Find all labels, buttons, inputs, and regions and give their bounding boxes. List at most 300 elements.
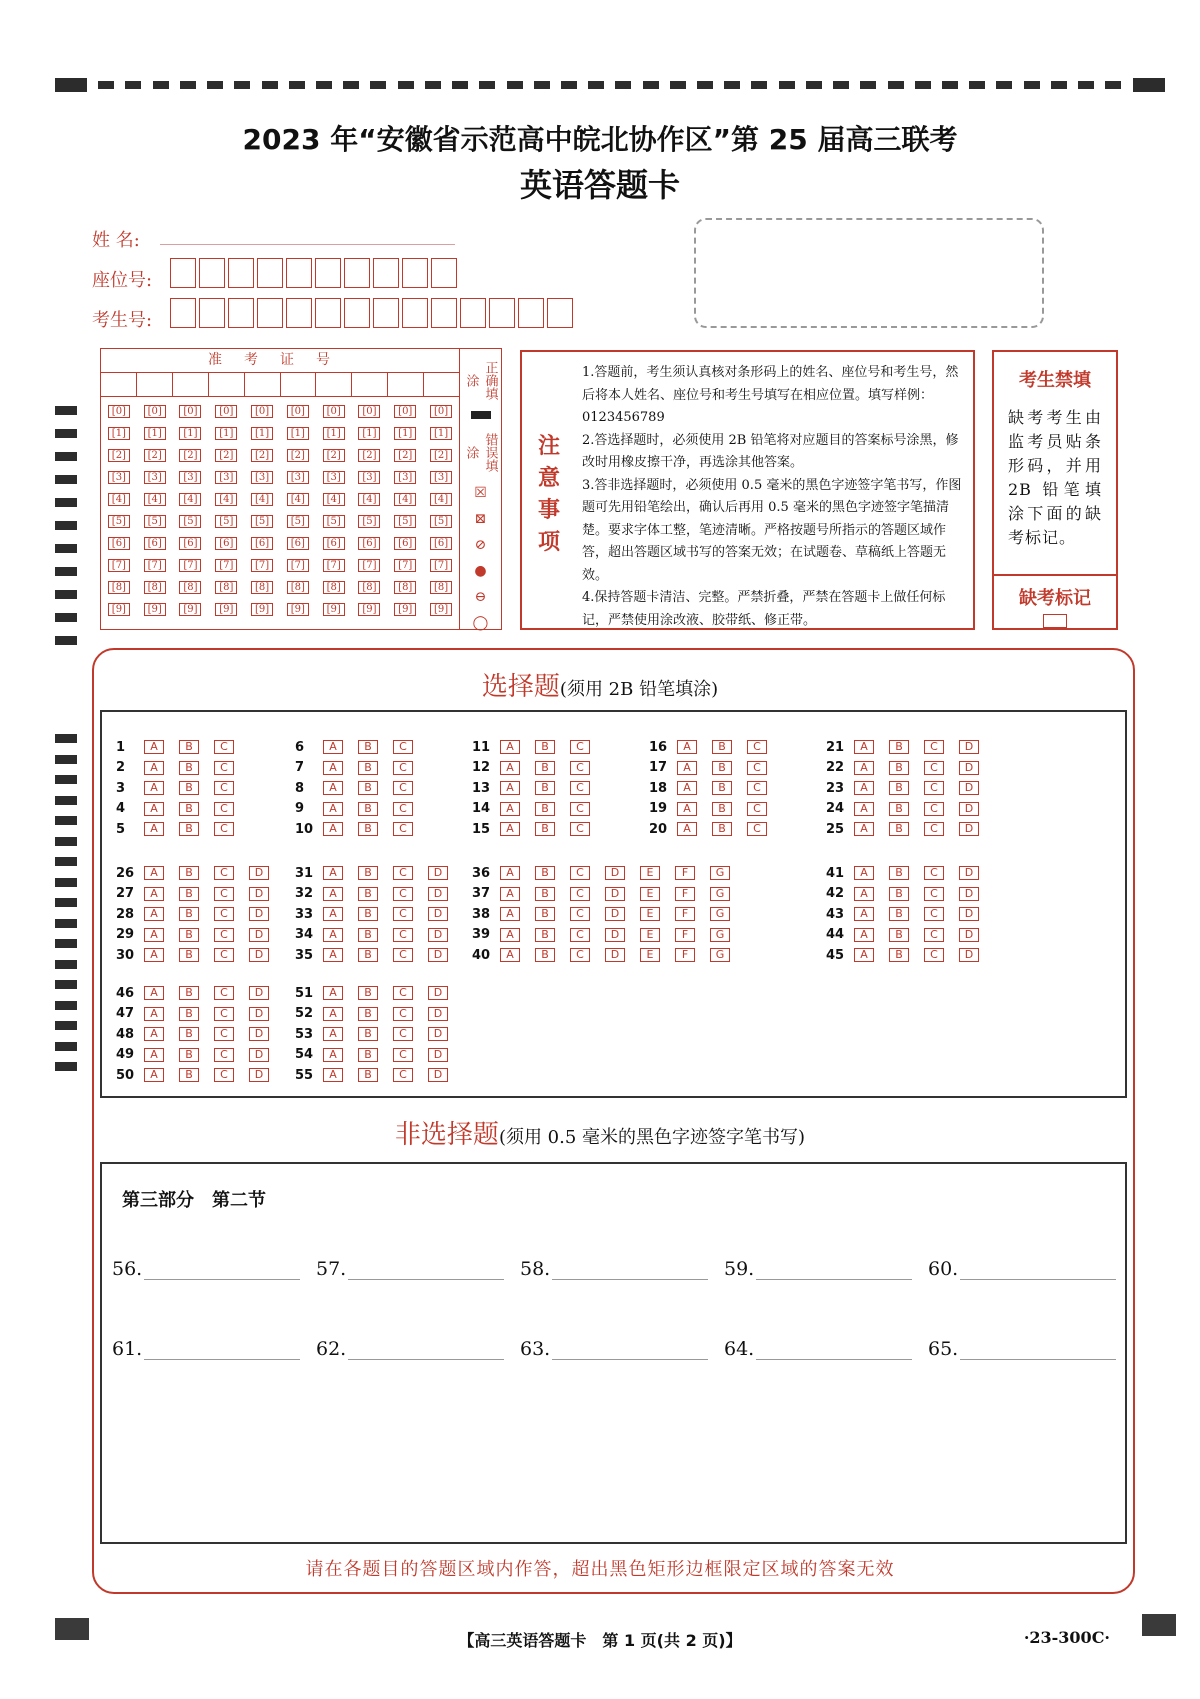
- digit-bubble[interactable]: [9]: [108, 603, 130, 616]
- option-bubble-c[interactable]: C: [924, 928, 944, 942]
- fill-in-blank[interactable]: [928, 1258, 1116, 1280]
- option-bubble-b[interactable]: B: [358, 948, 378, 962]
- option-bubble-e[interactable]: E: [640, 948, 660, 962]
- fill-in-blank[interactable]: [112, 1258, 300, 1280]
- option-bubble-a[interactable]: A: [144, 781, 164, 795]
- digit-bubble[interactable]: [5]: [179, 515, 201, 528]
- fill-in-blank[interactable]: [520, 1258, 708, 1280]
- exam-number-write-cells[interactable]: [101, 373, 459, 397]
- option-bubble-d[interactable]: D: [959, 822, 979, 836]
- option-bubble-a[interactable]: A: [854, 887, 874, 901]
- option-bubble-b[interactable]: B: [712, 822, 732, 836]
- digit-bubble[interactable]: [6]: [287, 537, 309, 550]
- option-bubble-c[interactable]: C: [214, 802, 234, 816]
- option-bubble-f[interactable]: F: [675, 887, 695, 901]
- digit-bubble[interactable]: [2]: [323, 449, 345, 462]
- option-bubble-a[interactable]: A: [323, 822, 343, 836]
- option-bubble-d[interactable]: D: [428, 1027, 448, 1041]
- id-digit-box[interactable]: [460, 298, 486, 328]
- option-bubble-c[interactable]: C: [393, 781, 413, 795]
- digit-bubble[interactable]: [4]: [251, 493, 273, 506]
- digit-bubble[interactable]: [8]: [323, 581, 345, 594]
- digit-bubble[interactable]: [7]: [108, 559, 130, 572]
- digit-bubble[interactable]: [8]: [144, 581, 166, 594]
- option-bubble-b[interactable]: B: [179, 907, 199, 921]
- option-bubble-a[interactable]: A: [854, 781, 874, 795]
- option-bubble-b[interactable]: B: [889, 822, 909, 836]
- id-digit-box[interactable]: [170, 298, 196, 328]
- option-bubble-b[interactable]: B: [535, 761, 555, 775]
- digit-bubble[interactable]: [1]: [430, 427, 452, 440]
- answer-line[interactable]: [552, 1342, 708, 1360]
- answer-line[interactable]: [348, 1262, 504, 1280]
- option-bubble-b[interactable]: B: [535, 928, 555, 942]
- option-bubble-a[interactable]: A: [144, 802, 164, 816]
- option-bubble-d[interactable]: D: [959, 907, 979, 921]
- digit-bubble[interactable]: [7]: [215, 559, 237, 572]
- digit-bubble[interactable]: [5]: [251, 515, 273, 528]
- option-bubble-d[interactable]: D: [605, 928, 625, 942]
- id-digit-box[interactable]: [228, 298, 254, 328]
- fill-in-blank[interactable]: [928, 1338, 1116, 1360]
- option-bubble-f[interactable]: F: [675, 948, 695, 962]
- option-bubble-a[interactable]: A: [323, 781, 343, 795]
- digit-bubble[interactable]: [7]: [358, 559, 380, 572]
- answer-line[interactable]: [756, 1342, 912, 1360]
- option-bubble-c[interactable]: C: [214, 928, 234, 942]
- option-bubble-a[interactable]: A: [854, 822, 874, 836]
- option-bubble-a[interactable]: A: [144, 1048, 164, 1062]
- option-bubble-c[interactable]: C: [214, 948, 234, 962]
- option-bubble-c[interactable]: C: [214, 887, 234, 901]
- option-bubble-c[interactable]: C: [924, 866, 944, 880]
- digit-bubble[interactable]: [4]: [144, 493, 166, 506]
- digit-bubble[interactable]: [5]: [144, 515, 166, 528]
- digit-bubble[interactable]: [3]: [394, 471, 416, 484]
- digit-bubble[interactable]: [8]: [215, 581, 237, 594]
- digit-bubble[interactable]: [6]: [358, 537, 380, 550]
- id-digit-box[interactable]: [489, 298, 515, 328]
- option-bubble-c[interactable]: C: [747, 740, 767, 754]
- digit-bubble[interactable]: [4]: [323, 493, 345, 506]
- option-bubble-e[interactable]: E: [640, 928, 660, 942]
- digit-bubble[interactable]: [4]: [108, 493, 130, 506]
- option-bubble-a[interactable]: A: [323, 761, 343, 775]
- option-bubble-d[interactable]: D: [249, 866, 269, 880]
- option-bubble-a[interactable]: A: [854, 928, 874, 942]
- option-bubble-b[interactable]: B: [179, 802, 199, 816]
- seat-number-boxes[interactable]: [170, 258, 460, 288]
- digit-bubble[interactable]: [9]: [251, 603, 273, 616]
- option-bubble-a[interactable]: A: [854, 907, 874, 921]
- option-bubble-b[interactable]: B: [889, 740, 909, 754]
- digit-bubble[interactable]: [7]: [430, 559, 452, 572]
- answer-line[interactable]: [960, 1342, 1116, 1360]
- digit-bubble[interactable]: [9]: [215, 603, 237, 616]
- digit-bubble[interactable]: [9]: [358, 603, 380, 616]
- digit-bubble[interactable]: [9]: [179, 603, 201, 616]
- digit-bubble[interactable]: [2]: [108, 449, 130, 462]
- option-bubble-c[interactable]: C: [393, 802, 413, 816]
- digit-bubble[interactable]: [6]: [394, 537, 416, 550]
- digit-bubble[interactable]: [1]: [323, 427, 345, 440]
- option-bubble-a[interactable]: A: [144, 761, 164, 775]
- digit-bubble[interactable]: [0]: [358, 405, 380, 418]
- option-bubble-a[interactable]: A: [144, 740, 164, 754]
- option-bubble-c[interactable]: C: [214, 1048, 234, 1062]
- option-bubble-c[interactable]: C: [570, 928, 590, 942]
- digit-bubble[interactable]: [3]: [108, 471, 130, 484]
- digit-bubble[interactable]: [1]: [394, 427, 416, 440]
- option-bubble-f[interactable]: F: [675, 928, 695, 942]
- option-bubble-b[interactable]: B: [889, 802, 909, 816]
- digit-bubble[interactable]: [5]: [215, 515, 237, 528]
- option-bubble-a[interactable]: A: [323, 948, 343, 962]
- id-digit-box[interactable]: [257, 298, 283, 328]
- id-digit-box[interactable]: [431, 298, 457, 328]
- option-bubble-b[interactable]: B: [358, 928, 378, 942]
- option-bubble-b[interactable]: B: [712, 740, 732, 754]
- option-bubble-c[interactable]: C: [747, 761, 767, 775]
- digit-bubble[interactable]: [1]: [251, 427, 273, 440]
- digit-bubble[interactable]: [4]: [430, 493, 452, 506]
- option-bubble-c[interactable]: C: [393, 887, 413, 901]
- option-bubble-b[interactable]: B: [179, 822, 199, 836]
- option-bubble-a[interactable]: A: [500, 802, 520, 816]
- exam-number-cell[interactable]: [424, 373, 459, 396]
- digit-bubble[interactable]: [9]: [430, 603, 452, 616]
- option-bubble-b[interactable]: B: [358, 802, 378, 816]
- digit-bubble[interactable]: [6]: [179, 537, 201, 550]
- option-bubble-c[interactable]: C: [924, 822, 944, 836]
- exam-number-cell[interactable]: [316, 373, 352, 396]
- option-bubble-a[interactable]: A: [500, 761, 520, 775]
- option-bubble-c[interactable]: C: [214, 986, 234, 1000]
- name-field[interactable]: [160, 244, 455, 245]
- option-bubble-d[interactable]: D: [959, 928, 979, 942]
- option-bubble-a[interactable]: A: [854, 802, 874, 816]
- seat-digit-box[interactable]: [170, 258, 196, 288]
- option-bubble-b[interactable]: B: [535, 907, 555, 921]
- seat-digit-box[interactable]: [402, 258, 428, 288]
- option-bubble-c[interactable]: C: [214, 1007, 234, 1021]
- digit-bubble[interactable]: [9]: [394, 603, 416, 616]
- option-bubble-b[interactable]: B: [179, 887, 199, 901]
- option-bubble-a[interactable]: A: [144, 907, 164, 921]
- option-bubble-f[interactable]: F: [675, 866, 695, 880]
- option-bubble-c[interactable]: C: [924, 781, 944, 795]
- option-bubble-g[interactable]: G: [710, 928, 730, 942]
- digit-bubble[interactable]: [2]: [144, 449, 166, 462]
- option-bubble-c[interactable]: C: [393, 1048, 413, 1062]
- option-bubble-b[interactable]: B: [179, 928, 199, 942]
- answer-line[interactable]: [144, 1262, 300, 1280]
- option-bubble-a[interactable]: A: [500, 781, 520, 795]
- option-bubble-b[interactable]: B: [712, 802, 732, 816]
- digit-bubble[interactable]: [3]: [287, 471, 309, 484]
- option-bubble-a[interactable]: A: [677, 802, 697, 816]
- fill-in-blank[interactable]: [316, 1258, 504, 1280]
- option-bubble-c[interactable]: C: [393, 1007, 413, 1021]
- option-bubble-a[interactable]: A: [144, 887, 164, 901]
- id-digit-box[interactable]: [199, 298, 225, 328]
- digit-bubble[interactable]: [3]: [430, 471, 452, 484]
- option-bubble-b[interactable]: B: [889, 887, 909, 901]
- option-bubble-a[interactable]: A: [323, 866, 343, 880]
- option-bubble-c[interactable]: C: [570, 781, 590, 795]
- digit-bubble[interactable]: [5]: [394, 515, 416, 528]
- option-bubble-d[interactable]: D: [249, 948, 269, 962]
- id-digit-box[interactable]: [344, 298, 370, 328]
- option-bubble-d[interactable]: D: [959, 887, 979, 901]
- option-bubble-a[interactable]: A: [323, 1068, 343, 1082]
- option-bubble-a[interactable]: A: [323, 887, 343, 901]
- option-bubble-f[interactable]: F: [675, 907, 695, 921]
- fill-in-blank[interactable]: [724, 1258, 912, 1280]
- option-bubble-a[interactable]: A: [854, 948, 874, 962]
- exam-number-cell[interactable]: [352, 373, 388, 396]
- id-digit-box[interactable]: [286, 298, 312, 328]
- option-bubble-d[interactable]: D: [249, 928, 269, 942]
- option-bubble-d[interactable]: D: [249, 1048, 269, 1062]
- option-bubble-b[interactable]: B: [179, 1007, 199, 1021]
- answer-line[interactable]: [348, 1342, 504, 1360]
- option-bubble-b[interactable]: B: [179, 866, 199, 880]
- option-bubble-b[interactable]: B: [712, 781, 732, 795]
- option-bubble-c[interactable]: C: [570, 822, 590, 836]
- option-bubble-e[interactable]: E: [640, 887, 660, 901]
- option-bubble-a[interactable]: A: [323, 907, 343, 921]
- digit-bubble[interactable]: [9]: [323, 603, 345, 616]
- option-bubble-c[interactable]: C: [214, 740, 234, 754]
- digit-bubble[interactable]: [2]: [287, 449, 309, 462]
- digit-bubble[interactable]: [6]: [323, 537, 345, 550]
- option-bubble-d[interactable]: D: [959, 866, 979, 880]
- option-bubble-d[interactable]: D: [605, 948, 625, 962]
- id-digit-box[interactable]: [315, 298, 341, 328]
- option-bubble-a[interactable]: A: [144, 1027, 164, 1041]
- option-bubble-b[interactable]: B: [358, 887, 378, 901]
- fill-in-blank[interactable]: [112, 1338, 300, 1360]
- digit-bubble[interactable]: [3]: [144, 471, 166, 484]
- digit-bubble[interactable]: [6]: [108, 537, 130, 550]
- option-bubble-c[interactable]: C: [393, 1027, 413, 1041]
- student-id-boxes[interactable]: [170, 298, 576, 328]
- digit-bubble[interactable]: [7]: [323, 559, 345, 572]
- option-bubble-c[interactable]: C: [214, 822, 234, 836]
- digit-bubble[interactable]: [2]: [358, 449, 380, 462]
- option-bubble-a[interactable]: A: [500, 887, 520, 901]
- digit-bubble[interactable]: [5]: [430, 515, 452, 528]
- option-bubble-a[interactable]: A: [500, 866, 520, 880]
- digit-bubble[interactable]: [0]: [215, 405, 237, 418]
- option-bubble-a[interactable]: A: [323, 1007, 343, 1021]
- seat-digit-box[interactable]: [257, 258, 283, 288]
- digit-bubble[interactable]: [5]: [323, 515, 345, 528]
- option-bubble-b[interactable]: B: [535, 781, 555, 795]
- option-bubble-b[interactable]: B: [535, 948, 555, 962]
- digit-bubble[interactable]: [7]: [394, 559, 416, 572]
- option-bubble-b[interactable]: B: [358, 1068, 378, 1082]
- option-bubble-b[interactable]: B: [535, 887, 555, 901]
- digit-bubble[interactable]: [3]: [251, 471, 273, 484]
- option-bubble-c[interactable]: C: [570, 907, 590, 921]
- option-bubble-d[interactable]: D: [959, 740, 979, 754]
- option-bubble-b[interactable]: B: [179, 948, 199, 962]
- digit-bubble[interactable]: [0]: [251, 405, 273, 418]
- option-bubble-d[interactable]: D: [605, 866, 625, 880]
- option-bubble-d[interactable]: D: [428, 928, 448, 942]
- option-bubble-b[interactable]: B: [358, 1027, 378, 1041]
- digit-bubble[interactable]: [3]: [323, 471, 345, 484]
- digit-bubble[interactable]: [0]: [108, 405, 130, 418]
- digit-bubble[interactable]: [1]: [358, 427, 380, 440]
- option-bubble-a[interactable]: A: [677, 781, 697, 795]
- option-bubble-a[interactable]: A: [854, 866, 874, 880]
- digit-bubble[interactable]: [8]: [287, 581, 309, 594]
- option-bubble-e[interactable]: E: [640, 866, 660, 880]
- option-bubble-d[interactable]: D: [959, 802, 979, 816]
- option-bubble-b[interactable]: B: [179, 1048, 199, 1062]
- option-bubble-c[interactable]: C: [924, 802, 944, 816]
- seat-digit-box[interactable]: [373, 258, 399, 288]
- digit-bubble[interactable]: [2]: [215, 449, 237, 462]
- option-bubble-d[interactable]: D: [428, 866, 448, 880]
- option-bubble-c[interactable]: C: [214, 907, 234, 921]
- option-bubble-g[interactable]: G: [710, 907, 730, 921]
- digit-bubble[interactable]: [6]: [430, 537, 452, 550]
- option-bubble-d[interactable]: D: [249, 986, 269, 1000]
- seat-digit-box[interactable]: [315, 258, 341, 288]
- digit-bubble[interactable]: [7]: [144, 559, 166, 572]
- answer-line[interactable]: [552, 1262, 708, 1280]
- option-bubble-a[interactable]: A: [677, 822, 697, 836]
- digit-bubble[interactable]: [7]: [251, 559, 273, 572]
- option-bubble-c[interactable]: C: [747, 822, 767, 836]
- option-bubble-g[interactable]: G: [710, 887, 730, 901]
- option-bubble-a[interactable]: A: [500, 740, 520, 754]
- option-bubble-d[interactable]: D: [249, 1007, 269, 1021]
- option-bubble-a[interactable]: A: [677, 740, 697, 754]
- option-bubble-b[interactable]: B: [358, 740, 378, 754]
- option-bubble-a[interactable]: A: [323, 928, 343, 942]
- option-bubble-c[interactable]: C: [393, 822, 413, 836]
- option-bubble-b[interactable]: B: [535, 802, 555, 816]
- option-bubble-a[interactable]: A: [854, 761, 874, 775]
- option-bubble-a[interactable]: A: [500, 948, 520, 962]
- option-bubble-c[interactable]: C: [393, 928, 413, 942]
- exam-number-cell[interactable]: [137, 373, 173, 396]
- digit-bubble[interactable]: [8]: [251, 581, 273, 594]
- option-bubble-c[interactable]: C: [214, 1027, 234, 1041]
- seat-digit-box[interactable]: [286, 258, 312, 288]
- option-bubble-b[interactable]: B: [358, 1048, 378, 1062]
- digit-bubble[interactable]: [2]: [179, 449, 201, 462]
- digit-bubble[interactable]: [8]: [358, 581, 380, 594]
- digit-bubble[interactable]: [6]: [215, 537, 237, 550]
- option-bubble-e[interactable]: E: [640, 907, 660, 921]
- digit-bubble[interactable]: [8]: [430, 581, 452, 594]
- option-bubble-a[interactable]: A: [144, 1068, 164, 1082]
- answer-line[interactable]: [144, 1342, 300, 1360]
- digit-bubble[interactable]: [8]: [179, 581, 201, 594]
- digit-bubble[interactable]: [8]: [108, 581, 130, 594]
- option-bubble-c[interactable]: C: [570, 887, 590, 901]
- option-bubble-c[interactable]: C: [393, 761, 413, 775]
- option-bubble-c[interactable]: C: [570, 740, 590, 754]
- exam-number-grid[interactable]: [100, 348, 460, 630]
- option-bubble-a[interactable]: A: [144, 948, 164, 962]
- option-bubble-d[interactable]: D: [959, 781, 979, 795]
- option-bubble-c[interactable]: C: [570, 948, 590, 962]
- digit-bubble[interactable]: [2]: [251, 449, 273, 462]
- option-bubble-c[interactable]: C: [214, 781, 234, 795]
- option-bubble-c[interactable]: C: [924, 761, 944, 775]
- option-bubble-b[interactable]: B: [179, 986, 199, 1000]
- digit-bubble[interactable]: [1]: [108, 427, 130, 440]
- option-bubble-a[interactable]: A: [144, 928, 164, 942]
- option-bubble-b[interactable]: B: [358, 822, 378, 836]
- option-bubble-c[interactable]: C: [924, 887, 944, 901]
- option-bubble-b[interactable]: B: [179, 1027, 199, 1041]
- option-bubble-a[interactable]: A: [144, 866, 164, 880]
- absent-mark-bubble[interactable]: [1043, 614, 1067, 628]
- option-bubble-a[interactable]: A: [323, 802, 343, 816]
- option-bubble-d[interactable]: D: [428, 948, 448, 962]
- option-bubble-c[interactable]: C: [747, 781, 767, 795]
- option-bubble-c[interactable]: C: [924, 948, 944, 962]
- option-bubble-a[interactable]: A: [854, 740, 874, 754]
- option-bubble-c[interactable]: C: [393, 866, 413, 880]
- option-bubble-b[interactable]: B: [358, 866, 378, 880]
- fill-in-blank[interactable]: [724, 1338, 912, 1360]
- option-bubble-d[interactable]: D: [428, 986, 448, 1000]
- option-bubble-d[interactable]: D: [249, 1027, 269, 1041]
- option-bubble-c[interactable]: C: [393, 740, 413, 754]
- option-bubble-d[interactable]: D: [428, 907, 448, 921]
- option-bubble-a[interactable]: A: [323, 740, 343, 754]
- fill-in-blank[interactable]: [520, 1338, 708, 1360]
- option-bubble-b[interactable]: B: [535, 822, 555, 836]
- seat-digit-box[interactable]: [228, 258, 254, 288]
- option-bubble-c[interactable]: C: [393, 907, 413, 921]
- option-bubble-c[interactable]: C: [214, 761, 234, 775]
- option-bubble-c[interactable]: C: [747, 802, 767, 816]
- digit-bubble[interactable]: [2]: [430, 449, 452, 462]
- option-bubble-b[interactable]: B: [358, 907, 378, 921]
- id-digit-box[interactable]: [547, 298, 573, 328]
- digit-bubble[interactable]: [0]: [144, 405, 166, 418]
- digit-bubble[interactable]: [0]: [323, 405, 345, 418]
- exam-number-cell[interactable]: [209, 373, 245, 396]
- digit-bubble[interactable]: [3]: [179, 471, 201, 484]
- digit-bubble[interactable]: [0]: [394, 405, 416, 418]
- option-bubble-d[interactable]: D: [249, 907, 269, 921]
- digit-bubble[interactable]: [4]: [215, 493, 237, 506]
- exam-number-bubbles[interactable]: [101, 397, 459, 621]
- digit-bubble[interactable]: [1]: [144, 427, 166, 440]
- option-bubble-a[interactable]: A: [677, 761, 697, 775]
- digit-bubble[interactable]: [3]: [215, 471, 237, 484]
- option-bubble-d[interactable]: D: [605, 887, 625, 901]
- digit-bubble[interactable]: [9]: [287, 603, 309, 616]
- option-bubble-d[interactable]: D: [605, 907, 625, 921]
- id-digit-box[interactable]: [402, 298, 428, 328]
- digit-bubble[interactable]: [6]: [251, 537, 273, 550]
- option-bubble-b[interactable]: B: [358, 781, 378, 795]
- digit-bubble[interactable]: [4]: [179, 493, 201, 506]
- option-bubble-g[interactable]: G: [710, 866, 730, 880]
